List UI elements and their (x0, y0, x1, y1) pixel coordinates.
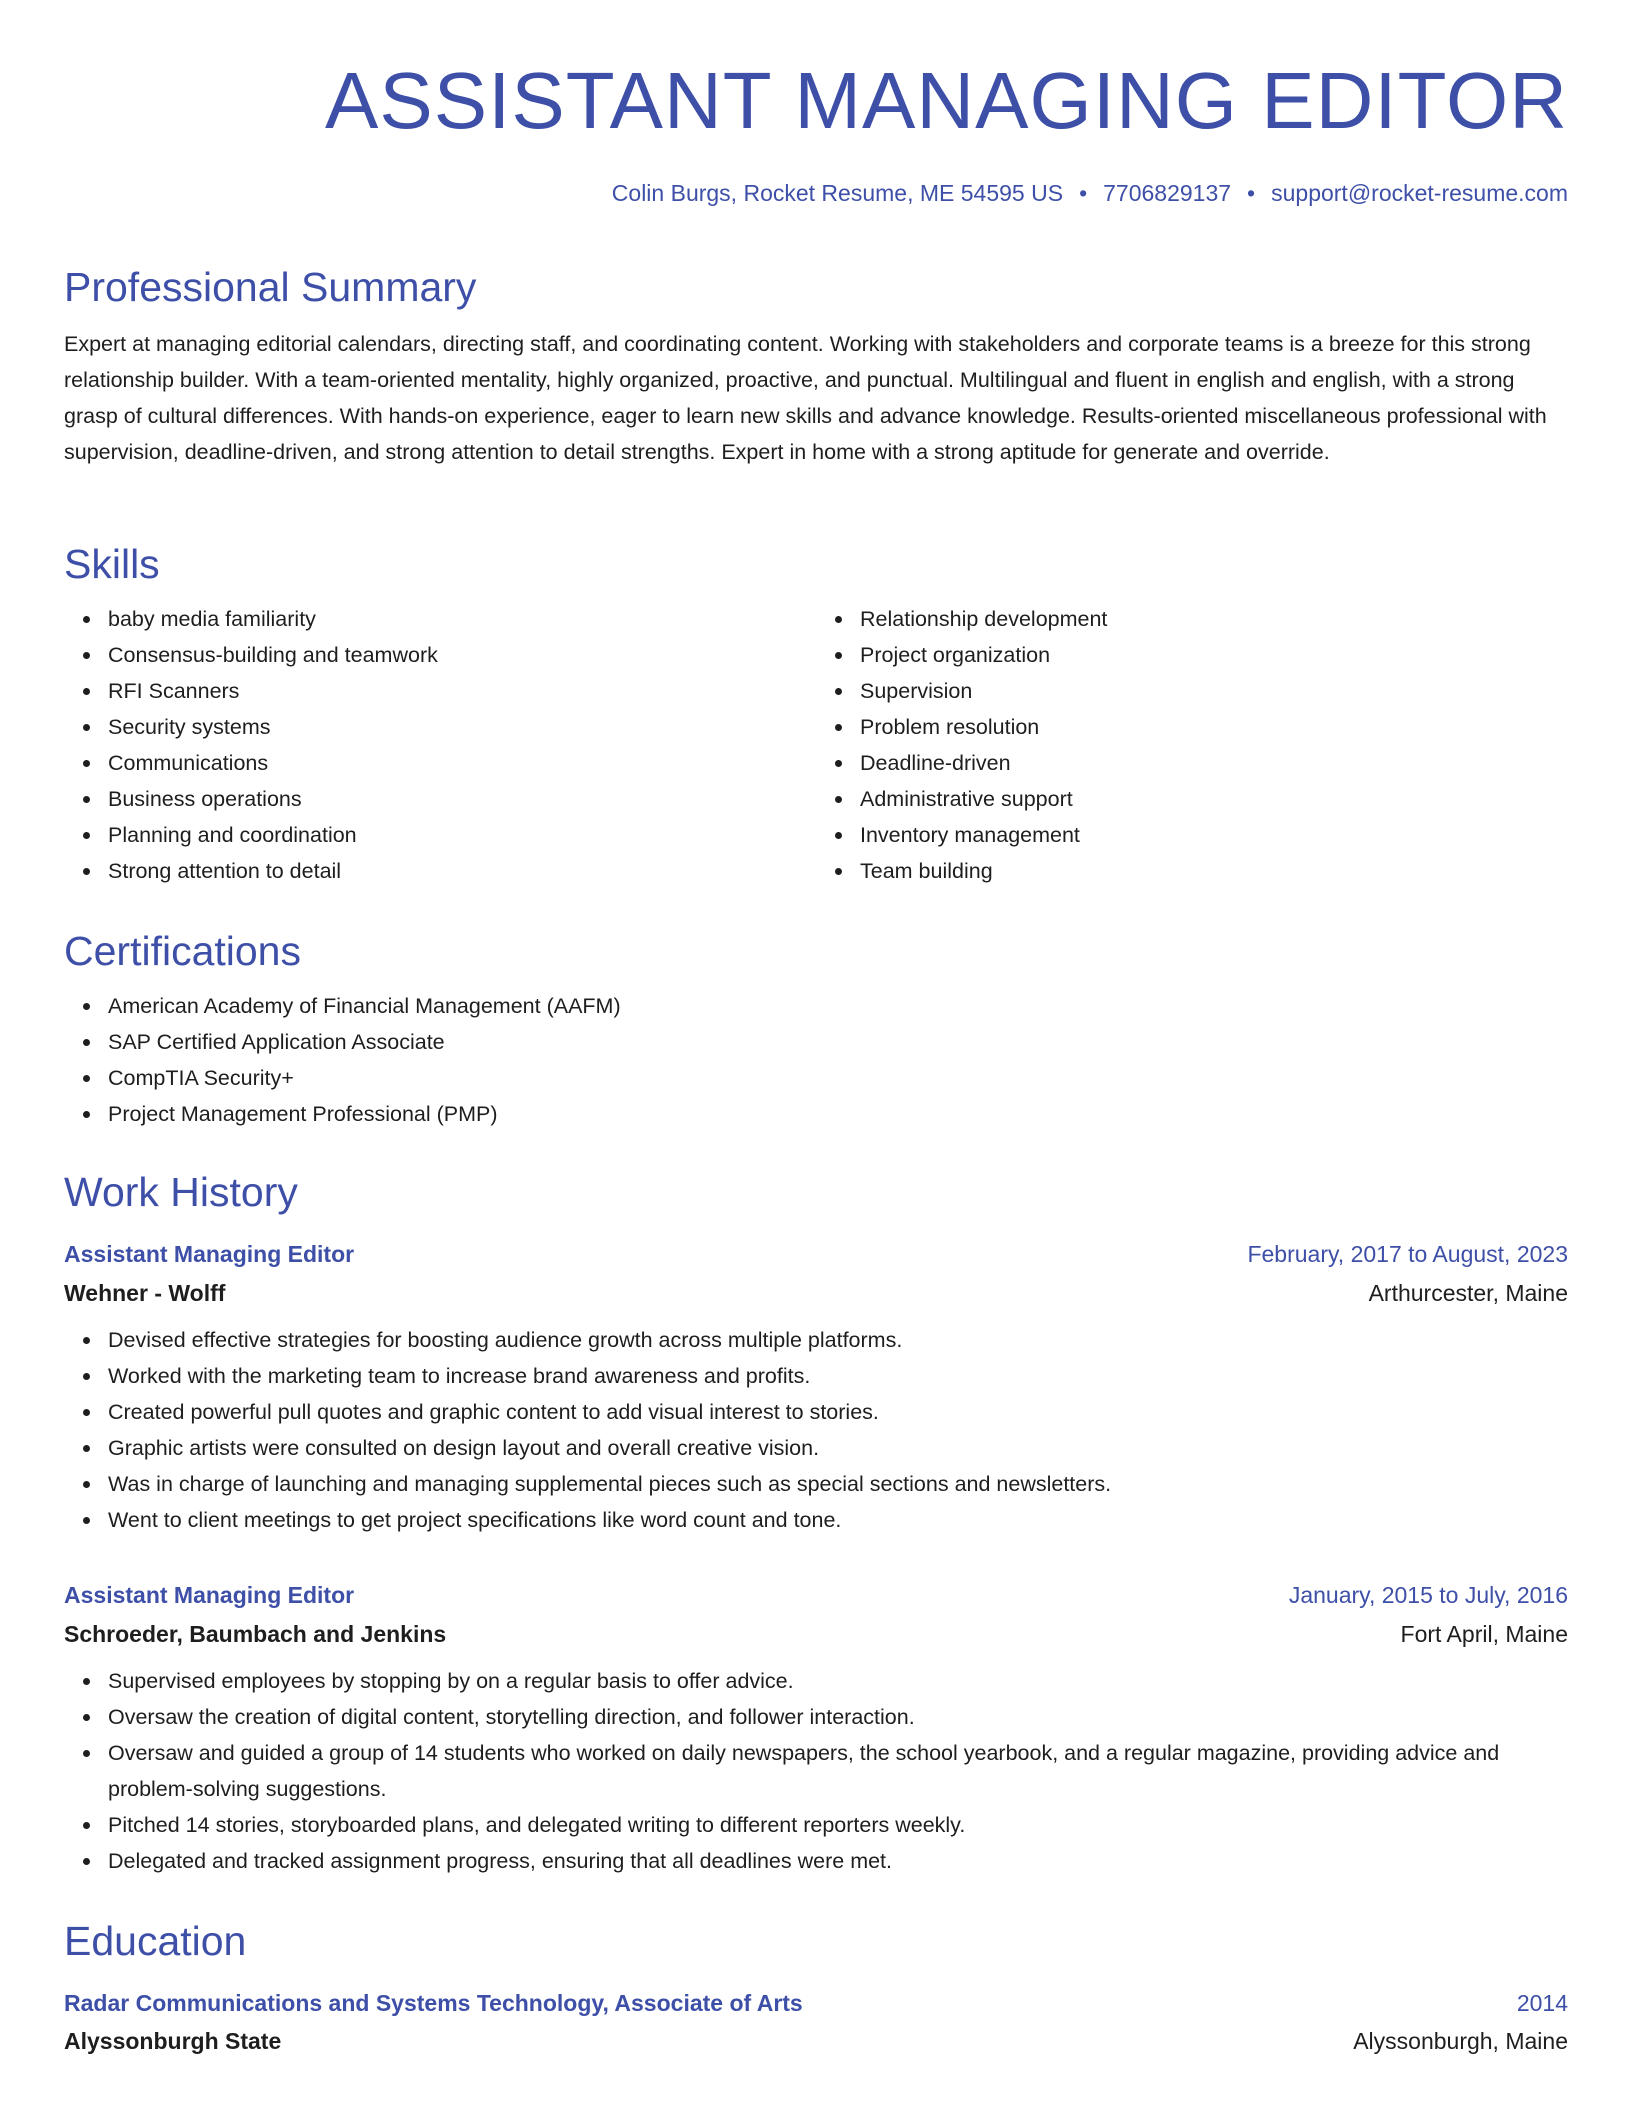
skill-item: Problem resolution (860, 709, 1568, 745)
job-bullet: Graphic artists were consulted on design layout and overall creative vision. (108, 1430, 1568, 1466)
education-heading: Education (64, 1918, 247, 1964)
certifications-heading: Certifications (64, 928, 301, 974)
job-company: Schroeder, Baumbach and Jenkins (64, 1621, 447, 1647)
job-entry (64, 1238, 1568, 1538)
job-header (64, 1238, 1568, 1270)
skill-item: Relationship development (860, 601, 1568, 637)
education-subheader (64, 2025, 1568, 2057)
job-header (64, 1579, 1568, 1611)
skill-item: Communications (108, 745, 816, 781)
education-header (64, 1987, 1568, 2019)
skills-section (64, 539, 1568, 889)
job-title: Assistant Managing Editor (64, 1582, 355, 1608)
summary-section (64, 262, 1568, 470)
education-degree: Radar Communications and Systems Technology, Associate of Arts (64, 1990, 803, 2016)
certification-item: Project Management Professional (PMP) (108, 1096, 1568, 1132)
skill-item: Administrative support (860, 781, 1568, 817)
job-bullet: Went to client meetings to get project specifications like word count and tone. (108, 1502, 1568, 1538)
skill-item: Deadline-driven (860, 745, 1568, 781)
skills-list-right (816, 601, 1568, 889)
skill-item: Team building (860, 853, 1568, 889)
education-location: Alyssonburgh, Maine (1353, 2028, 1568, 2054)
skills-grid (64, 601, 1568, 889)
skill-item: Security systems (108, 709, 816, 745)
certification-item: SAP Certified Application Associate (108, 1024, 1568, 1060)
job-location: Fort April, Maine (1400, 1621, 1568, 1647)
contact-phone: 7706829137 (1103, 180, 1232, 206)
job-bullet: Pitched 14 stories, storyboarded plans, and delegated writing to different reporters weekly. (108, 1807, 1568, 1843)
certifications-list (64, 988, 1568, 1132)
job-bullets (64, 1663, 1568, 1879)
job-bullet: Created powerful pull quotes and graphic content to add visual interest to stories. (108, 1394, 1568, 1430)
job-bullet: Worked with the marketing team to increase brand awareness and profits. (108, 1358, 1568, 1394)
job-bullets (64, 1322, 1568, 1538)
skills-list-left (64, 601, 816, 889)
job-dates: January, 2015 to July, 2016 (1288, 1582, 1568, 1608)
job-dates: February, 2017 to August, 2023 (1247, 1241, 1568, 1267)
job-title: Assistant Managing Editor (64, 1241, 355, 1267)
work-history-section (64, 1167, 1568, 1217)
job-company: Wehner - Wolff (64, 1280, 226, 1306)
skill-item: Strong attention to detail (108, 853, 816, 889)
skill-item: Inventory management (860, 817, 1568, 853)
contact-separator: • (1079, 180, 1088, 206)
education-year: 2014 (1516, 1990, 1568, 2016)
education-school: Alyssonburgh State (64, 2028, 282, 2054)
job-bullet: Oversaw and guided a group of 14 students who worked on daily newspapers, the school yearbook, and a regular magazine, providing advice and problem-solving suggestions. (108, 1735, 1568, 1807)
summary-heading: Professional Summary (64, 264, 477, 310)
job-bullet: Supervised employees by stopping by on a regular basis to offer advice. (108, 1663, 1568, 1699)
job-bullet: Was in charge of launching and managing supplemental pieces such as special sections and newsletters. (108, 1466, 1568, 1502)
job-subheader (64, 1277, 1568, 1309)
certifications-section (64, 926, 1568, 1132)
skill-item: Project organization (860, 637, 1568, 673)
skill-item: Business operations (108, 781, 816, 817)
skill-item: baby media familiarity (108, 601, 816, 637)
education-entry (64, 1987, 1568, 2057)
contact-address: Colin Burgs, Rocket Resume, ME 54595 US (611, 180, 1064, 206)
certification-item: CompTIA Security+ (108, 1060, 1568, 1096)
skills-heading: Skills (64, 541, 160, 587)
skill-item: Consensus-building and teamwork (108, 637, 816, 673)
skill-item: RFI Scanners (108, 673, 816, 709)
certification-item: American Academy of Financial Management (AAFM) (108, 988, 1568, 1024)
contact-line (64, 178, 1568, 208)
skill-item: Planning and coordination (108, 817, 816, 853)
job-bullet: Delegated and tracked assignment progress, ensuring that all deadlines were met. (108, 1843, 1568, 1879)
job-entry (64, 1579, 1568, 1879)
contact-email: support@rocket-resume.com (1271, 180, 1568, 206)
job-location: Arthurcester, Maine (1368, 1280, 1568, 1306)
job-subheader (64, 1618, 1568, 1650)
resume-title: ASSISTANT MANAGING EDITOR (325, 56, 1568, 145)
summary-text: Expert at managing editorial calendars, directing staff, and coordinating content. Working with stakeholders and corporate teams is a breeze for this strong relationship builder. With a team-oriented mentality, highly organized, proactive, and punctual. Multilingual and fluent in english and english, with a strong grasp of cultural differences. With hands-on experience, eager to learn new skills and advance knowledge. Results-oriented miscellaneous professional with supervision, deadline-driven, and strong attention to detail strengths. Expert in home with a strong aptitude for generate and override. (64, 332, 1547, 464)
job-bullet: Oversaw the creation of digital content, storytelling direction, and follower interaction. (108, 1699, 1568, 1735)
contact-separator: • (1247, 180, 1256, 206)
education-section (64, 1916, 1568, 1966)
work-history-heading: Work History (64, 1169, 298, 1215)
skill-item: Supervision (860, 673, 1568, 709)
job-bullet: Devised effective strategies for boosting audience growth across multiple platforms. (108, 1322, 1568, 1358)
